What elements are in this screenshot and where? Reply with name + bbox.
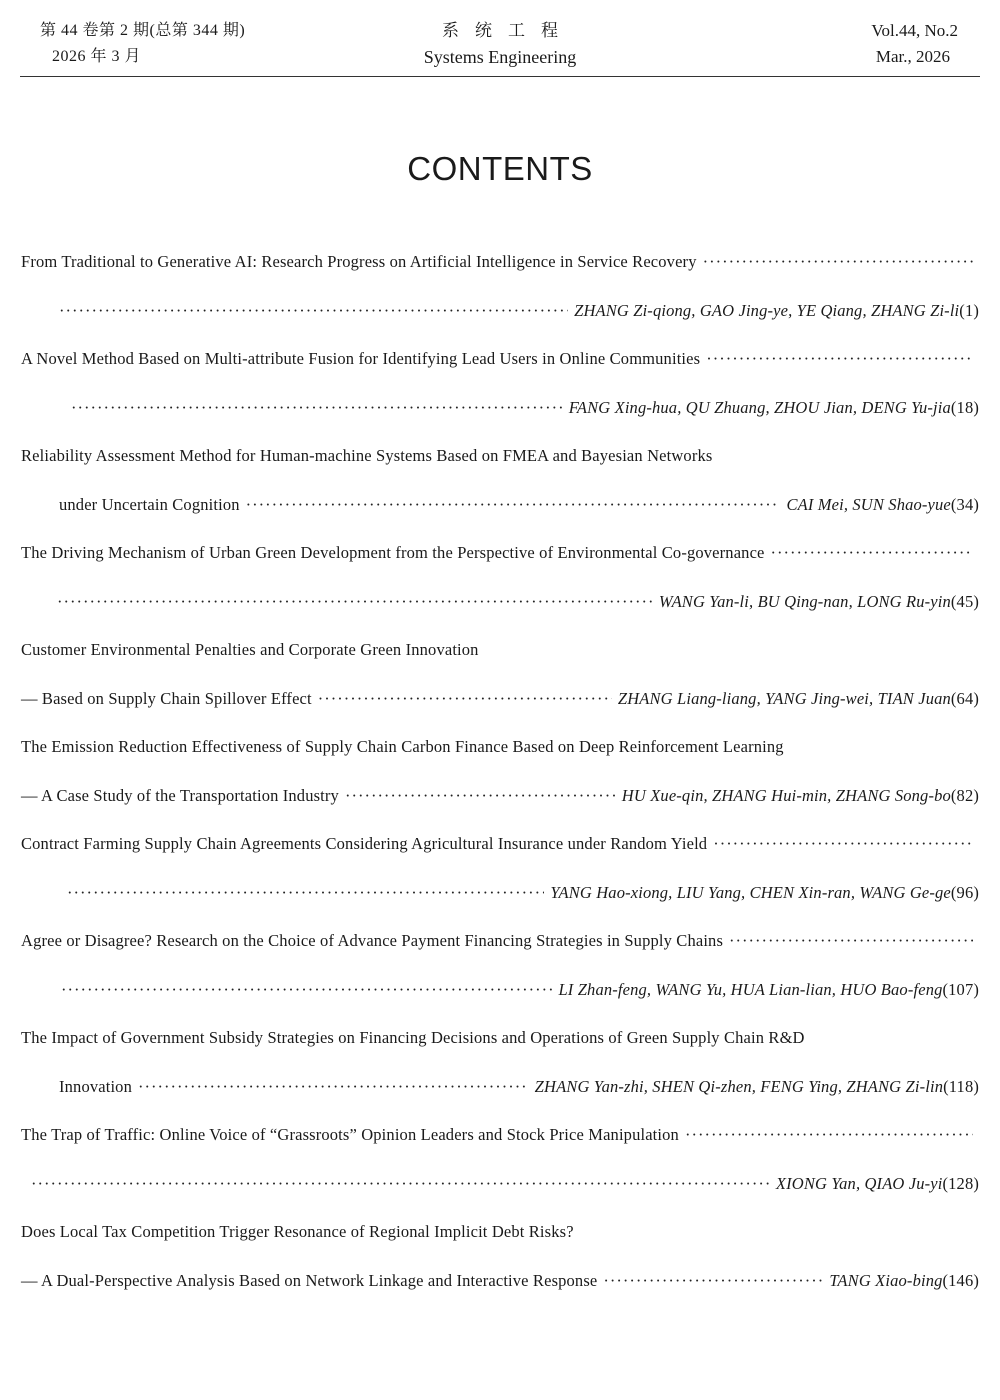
article-subtitle: — A Dual-Perspective Analysis Based on Network Linkage and Interactive Response xyxy=(21,1270,598,1290)
toc-entry-line-1 xyxy=(21,442,979,491)
dot-leader xyxy=(31,1170,770,1198)
toc-entry-line-2 xyxy=(21,685,979,734)
toc-entry[interactable] xyxy=(21,442,979,539)
date-cn: 2026 年 3 月 xyxy=(52,48,142,65)
journal-name-en: Systems Engineering xyxy=(423,47,577,67)
page-number: (1) xyxy=(959,300,979,320)
article-subtitle: Innovation xyxy=(59,1076,132,1096)
dot-leader xyxy=(71,394,563,422)
article-title: The Trap of Traffic: Online Voice of “Grassroots” Opinion Leaders and Stock Price Manipulation xyxy=(21,1125,679,1144)
toc-entry[interactable] xyxy=(21,830,979,927)
article-title: The Emission Reduction Effectiveness of Supply Chain Carbon Finance Based on Deep Reinforcement Learning xyxy=(21,737,784,756)
article-authors: CAI Mei, SUN Shao-yue xyxy=(786,494,951,514)
toc-entry-line-2 xyxy=(21,1267,979,1316)
toc-entry-line-2 xyxy=(21,976,979,1025)
article-authors: ZHANG Liang-liang, YANG Jing-wei, TIAN Juan xyxy=(617,688,951,708)
toc-entry[interactable] xyxy=(21,733,979,830)
dot-leader xyxy=(57,588,653,616)
dot-leader xyxy=(729,927,973,955)
dot-leader xyxy=(685,1121,973,1149)
volume-issue-cn: 第 44 卷第 2 期(总第 344 期) xyxy=(40,22,246,39)
article-authors: HU Xue-qin, ZHANG Hui-min, ZHANG Song-bo xyxy=(621,785,951,805)
page-number: (45) xyxy=(950,591,979,611)
article-subtitle: — A Case Study of the Transportation Industry xyxy=(21,785,339,805)
article-title: Customer Environmental Penalties and Corporate Green Innovation xyxy=(21,640,479,659)
article-title: A Novel Method Based on Multi-attribute Fusion for Identifying Lead Users in Online Communities xyxy=(21,349,701,368)
journal-name xyxy=(20,18,980,70)
page-number: (34) xyxy=(950,494,979,514)
page-number: (18) xyxy=(950,397,979,417)
page-number: (107) xyxy=(942,979,979,999)
page-number: (64) xyxy=(950,688,979,708)
page-number: (146) xyxy=(942,1270,979,1290)
toc-entry[interactable] xyxy=(21,345,979,442)
article-authors: ZHANG Yan-zhi, SHEN Qi-zhen, FENG Ying, ZHANG Zi-lin xyxy=(534,1076,944,1096)
journal-name-cn: 系统工程 xyxy=(442,21,574,40)
table-of-contents xyxy=(21,248,979,1315)
article-authors: TANG Xiao-bing xyxy=(829,1270,943,1290)
date-en: Mar., 2026 xyxy=(875,47,950,66)
volume-issue-en: Vol.44, No.2 xyxy=(871,21,958,40)
article-title: Agree or Disagree? Research on the Choice of Advance Payment Financing Strategies in Supply Chains xyxy=(21,931,724,950)
toc-entry-line-1 xyxy=(21,830,979,879)
toc-entry[interactable] xyxy=(21,1024,979,1121)
toc-entry[interactable] xyxy=(21,1121,979,1218)
dot-leader xyxy=(138,1073,529,1101)
dot-leader xyxy=(603,1267,823,1295)
toc-entry-line-2 xyxy=(21,588,979,637)
article-authors: WANG Yan-li, BU Qing-nan, LONG Ru-yin xyxy=(658,591,951,611)
toc-entry[interactable] xyxy=(21,1218,979,1315)
toc-entry-line-2 xyxy=(21,297,979,346)
article-title: Reliability Assessment Method for Human-machine Systems Based on FMEA and Bayesian Networks xyxy=(21,446,713,465)
toc-entry-line-2 xyxy=(21,782,979,831)
article-title: From Traditional to Generative AI: Research Progress on Artificial Intelligence in Service Recovery xyxy=(21,252,697,271)
issue-info-en xyxy=(871,18,958,70)
toc-entry-line-1 xyxy=(21,636,979,685)
toc-entry[interactable] xyxy=(21,927,979,1024)
article-subtitle: under Uncertain Cognition xyxy=(59,494,240,514)
dot-leader xyxy=(771,539,973,567)
article-authors: YANG Hao-xiong, LIU Yang, CHEN Xin-ran, WANG Ge-ge xyxy=(550,882,951,902)
page-number: (118) xyxy=(943,1076,979,1096)
dot-leader xyxy=(61,976,552,1004)
dot-leader xyxy=(703,248,973,276)
dot-leader xyxy=(59,297,568,325)
toc-entry-line-1 xyxy=(21,345,979,394)
dot-leader xyxy=(345,782,616,810)
dot-leader xyxy=(706,345,973,373)
toc-entry-line-1 xyxy=(21,1024,979,1073)
toc-entry-line-1 xyxy=(21,733,979,782)
toc-entry-line-1 xyxy=(21,927,979,976)
toc-entry-line-1 xyxy=(21,539,979,588)
toc-entry[interactable] xyxy=(21,539,979,636)
toc-entry-line-2 xyxy=(21,491,979,540)
toc-entry-line-1 xyxy=(21,1121,979,1170)
article-authors: XIONG Yan, QIAO Ju-yi xyxy=(775,1173,943,1193)
page-number: (82) xyxy=(950,785,979,805)
page-title: CONTENTS xyxy=(407,150,593,187)
toc-entry-line-1 xyxy=(21,248,979,297)
article-title: Contract Farming Supply Chain Agreements Considering Agricultural Insurance under Random Yield xyxy=(21,834,708,853)
toc-entry-line-1 xyxy=(21,1218,979,1267)
toc-entry-line-2 xyxy=(21,394,979,443)
toc-entry[interactable] xyxy=(21,248,979,345)
journal-header xyxy=(20,14,980,77)
toc-entry-line-2 xyxy=(21,1073,979,1122)
article-title: The Driving Mechanism of Urban Green Development from the Perspective of Environmental Co-governance xyxy=(21,543,765,562)
article-authors: ZHANG Zi-qiong, GAO Jing-ye, YE Qiang, ZHANG Zi-li xyxy=(574,300,960,320)
article-title: Does Local Tax Competition Trigger Resonance of Regional Implicit Debt Risks? xyxy=(21,1222,574,1241)
page-number: (128) xyxy=(942,1173,979,1193)
dot-leader xyxy=(246,491,781,519)
dot-leader xyxy=(67,879,544,907)
article-authors: FANG Xing-hua, QU Zhuang, ZHOU Jian, DENG Yu-jia xyxy=(568,397,951,417)
dot-leader xyxy=(713,830,973,858)
toc-entry-line-2 xyxy=(21,879,979,928)
toc-entry[interactable] xyxy=(21,636,979,733)
page-number: (96) xyxy=(950,882,979,902)
dot-leader xyxy=(318,685,612,713)
article-authors: LI Zhan-feng, WANG Yu, HUA Lian-lian, HUO Bao-feng xyxy=(558,979,943,999)
article-subtitle: — Based on Supply Chain Spillover Effect xyxy=(21,688,312,708)
article-title: The Impact of Government Subsidy Strategies on Financing Decisions and Operations of Green Supply Chain R&D xyxy=(21,1028,805,1047)
toc-entry-line-2 xyxy=(21,1170,979,1219)
